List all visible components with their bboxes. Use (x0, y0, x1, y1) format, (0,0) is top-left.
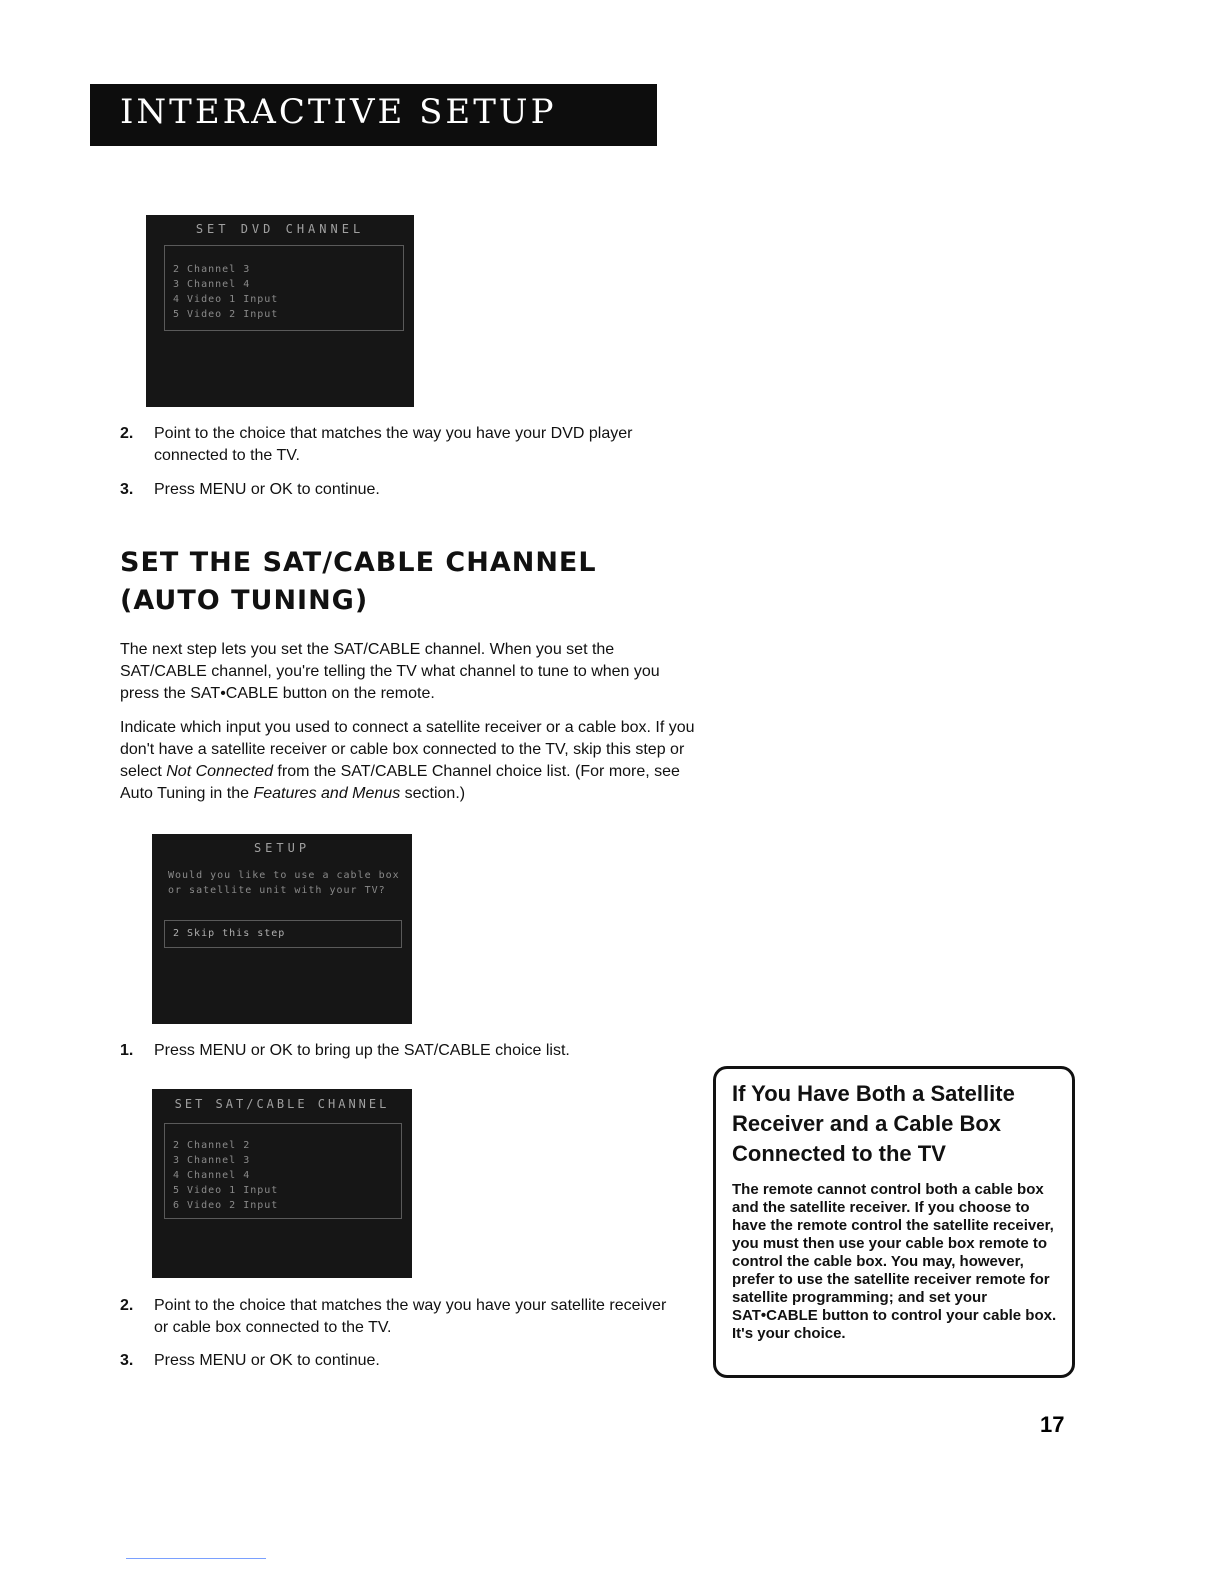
header-bar (90, 84, 657, 146)
list-item: 6 Video 2 Input (173, 1200, 279, 1211)
sidebar-note (713, 1066, 1075, 1378)
list-item: 3 Channel 3 (173, 1155, 251, 1166)
step-text: Press MENU or OK to bring up the SAT/CABLE choice list. (154, 1042, 570, 1059)
emphasis-features-and-menus: Features and Menus (253, 785, 401, 802)
screen-question: Would you like to use a cable box or satellite unit with your TV? (168, 870, 400, 896)
paragraph-text: from the SAT/CABLE Channel choice list. (For more, see Auto Tuning in the (120, 763, 680, 802)
screen-set-sat-cable-channel (152, 1089, 412, 1278)
screen-set-dvd-channel (146, 215, 414, 407)
step-text: Press MENU or OK to continue. (154, 481, 380, 498)
screen-title: SETUP (253, 841, 311, 855)
step-text: Point to the choice that matches the way you have your satellite receiver or cable box connected to the TV. (154, 1297, 667, 1336)
paragraph-instructions (120, 717, 700, 805)
step-text: Point to the choice that matches the way you have your DVD player connected to the TV. (154, 425, 633, 464)
step-text: Press MENU or OK to continue. (154, 1352, 380, 1369)
section-heading: SET THE SAT/CABLE CHANNEL (AUTO TUNING) (120, 547, 597, 616)
paragraph-intro: The next step lets you set the SAT/CABLE channel. When you set the SAT/CABLE channel, you're telling the TV what channel to tune to when you press the SAT•CABLE button on the remote. (120, 641, 660, 702)
list-item: 4 Channel 4 (173, 1170, 251, 1181)
footer-rule (126, 1558, 266, 1559)
sidebar-body: The remote cannot control both a cable box and the satellite receiver. If you choose to have the remote control the satellite receiver, you must then use your cable box remote to control the cable box. You may, however, prefer to use the satellite receiver remote for satellite programming; and set your SAT•CABLE button to control your cable box. It's your choice. (732, 1181, 1057, 1342)
screen-list-box (164, 1123, 402, 1219)
paragraph-text: Indicate which input you used to connect a satellite receiver or a cable box. If you don't have a satellite receiver or cable box connected to the TV, skip this step or select (120, 719, 695, 780)
list-item: 5 Video 1 Input (173, 1185, 279, 1196)
step-number: 2. (120, 1297, 134, 1314)
page-number: 17 (1040, 1412, 1065, 1437)
screen-setup (152, 834, 412, 1024)
list-item: 2 Channel 3 (173, 264, 251, 275)
emphasis-not-connected: Not Connected (166, 763, 273, 780)
list-item: 5 Video 2 Input (173, 309, 279, 320)
list-item: 2 Channel 2 (173, 1140, 251, 1151)
screen-list-box (164, 245, 404, 331)
step-number: 1. (120, 1042, 134, 1059)
list-item: 2 Skip this step (173, 928, 286, 939)
step-number: 2. (120, 425, 134, 442)
page-title: INTERACTIVE SETUP (120, 92, 557, 132)
paragraph-text: section.) (400, 785, 466, 802)
list-item: 4 Video 1 Input (173, 294, 279, 305)
step-number: 3. (120, 481, 134, 498)
list-item: 3 Channel 4 (173, 279, 251, 290)
screen-title: SET SAT/CABLE CHANNEL (174, 1097, 390, 1111)
screen-list-box (164, 920, 402, 948)
sidebar-title: If You Have Both a Satellite Receiver and a Cable Box Connected to the TV (732, 1081, 1015, 1166)
screen-title: SET DVD CHANNEL (195, 222, 365, 236)
step-number: 3. (120, 1352, 134, 1369)
